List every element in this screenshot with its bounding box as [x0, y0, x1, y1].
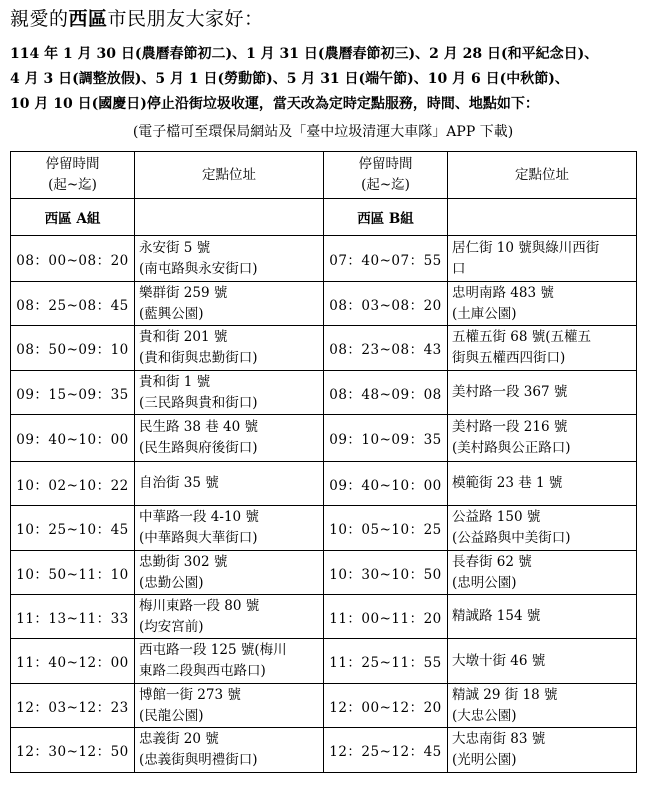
- address-line: 西屯路一段 125 號(梅川: [139, 642, 287, 658]
- address-line: 貴和街 1 號: [139, 373, 211, 390]
- group-b-time: 08：23~08：43: [324, 326, 448, 371]
- address-line: 民生路 38 巷 40 號: [139, 419, 259, 435]
- header-time-label: 停留時間: [45, 156, 100, 172]
- landmark-line: (忠明公園): [452, 574, 517, 591]
- address-line: 中華路一段 4-10 號: [139, 509, 259, 525]
- table-row: [11, 462, 637, 506]
- group-a-label: 西區 A組: [11, 199, 135, 236]
- group-row: [11, 199, 637, 236]
- group-a-time: 09：15~09：35: [11, 371, 135, 415]
- group-b-location: [448, 371, 637, 415]
- group-a-time: 08：50~09：10: [11, 326, 135, 371]
- address-line: 忠明南路 483 號: [452, 284, 554, 301]
- group-b-location: [448, 282, 637, 326]
- address-line: 貴和街 201 號: [139, 329, 228, 345]
- group-b-location: [448, 415, 637, 462]
- table-row: [11, 506, 637, 551]
- group-b-time: 08：48~09：08: [324, 371, 448, 415]
- header-time-range: (起~迄): [48, 177, 97, 193]
- group-b-label: 西區 B組: [324, 199, 448, 236]
- notice-line: 4 月 3 日(調整放假)、5 月 1 日(勞動節)、5 月 31 日(端午節)、10 月 6 日(中秋節)、: [10, 71, 569, 87]
- group-b-time: 08：03~08：20: [324, 282, 448, 326]
- landmark-line: (美村路與公正路口): [452, 440, 571, 456]
- address-line: 精誠 29 街 18 號: [452, 686, 558, 703]
- header-time-range: (起~迄): [361, 177, 410, 193]
- address-line: 忠義街 20 號: [139, 731, 219, 747]
- header-time-b: [324, 152, 448, 199]
- group-b-location: [448, 326, 637, 371]
- header-location-b: 定點位址: [448, 152, 637, 199]
- address-line: 五權五街 68 號(五權五: [452, 329, 592, 345]
- notice-line: 10 月 10 日(國慶日)停止沿街垃圾收運，當天改為定時定點服務，時間、地點如下：: [10, 96, 539, 112]
- landmark-line: (忠勤公園): [139, 574, 204, 591]
- group-a-location: [135, 236, 324, 282]
- header-time-label: 停留時間: [358, 156, 413, 172]
- group-a-location: [135, 326, 324, 371]
- group-a-location: [135, 371, 324, 415]
- group-b-location: [448, 506, 637, 551]
- group-a-location: [135, 415, 324, 462]
- group-b-time: 11：00~11：20: [324, 595, 448, 639]
- group-b-time: 10：30~10：50: [324, 551, 448, 595]
- group-a-time: 10：50~11：10: [11, 551, 135, 595]
- table-row: [11, 236, 637, 282]
- notice-line: 114 年 1 月 30 日(農曆春節初二)、1 月 31 日(農曆春節初三)、2 月 28 日(和平紀念日)、: [10, 46, 599, 62]
- address-line: 梅川東路一段 80 號: [139, 597, 260, 614]
- group-b-time: 09：10~09：35: [324, 415, 448, 462]
- address-line: 精誠路 154 號: [452, 608, 541, 624]
- address-line: 美村路一段 367 號: [452, 384, 568, 400]
- table-row: [11, 728, 637, 773]
- address-line: 忠勤街 302 號: [139, 553, 228, 570]
- group-b-time: 10：05~10：25: [324, 506, 448, 551]
- group-a-blank: [135, 199, 324, 236]
- group-b-location: [448, 728, 637, 773]
- landmark-line: (藍興公園): [139, 305, 204, 322]
- landmark-line: (土庫公園): [452, 305, 517, 322]
- landmark-line: (三民路與貴和街口): [139, 394, 258, 411]
- group-a-location: [135, 684, 324, 728]
- holiday-notice: [10, 42, 642, 117]
- download-note: (電子檔可至環保局網站及「臺中垃圾清運大車隊」APP 下載): [132, 124, 514, 140]
- group-a-location: [135, 506, 324, 551]
- group-a-location: [135, 282, 324, 326]
- landmark-line: (民生路與府後街口): [139, 440, 258, 456]
- group-a-time: 08：25~08：45: [11, 282, 135, 326]
- group-a-location: [135, 551, 324, 595]
- group-a-time: 11：40~12：00: [11, 639, 135, 684]
- schedule-table: [10, 151, 637, 773]
- greeting-suffix: 市民朋友大家好：: [107, 8, 264, 30]
- group-b-time: 07：40~07：55: [324, 236, 448, 282]
- group-a-time: 08：00~08：20: [11, 236, 135, 282]
- landmark-line: (忠義街與明禮街口): [139, 752, 258, 768]
- group-a-time: 09：40~10：00: [11, 415, 135, 462]
- address-line: 居仁街 10 號與綠川西街: [452, 239, 600, 256]
- greeting-district: 西區: [68, 8, 108, 30]
- group-b-location: [448, 551, 637, 595]
- table-row: [11, 551, 637, 595]
- group-a-location: [135, 639, 324, 684]
- table-row: [11, 282, 637, 326]
- landmark-line: (南屯路與永安街口): [139, 260, 258, 277]
- group-a-time: 10：25~10：45: [11, 506, 135, 551]
- address-line: 長春街 62 號: [452, 553, 532, 570]
- landmark-line: (光明公園): [452, 752, 517, 768]
- table-row: [11, 639, 637, 684]
- group-b-blank: [448, 199, 637, 236]
- table-row: [11, 415, 637, 462]
- table-row: [11, 371, 637, 415]
- address-line: 美村路一段 216 號: [452, 419, 568, 435]
- landmark-line: (大忠公園): [452, 707, 517, 724]
- table-row: [11, 684, 637, 728]
- group-a-time: 11：13~11：33: [11, 595, 135, 639]
- group-a-location: [135, 728, 324, 773]
- landmark-line: (民龍公園): [139, 707, 204, 724]
- group-b-time: 12：25~12：45: [324, 728, 448, 773]
- group-a-time: 12：30~12：50: [11, 728, 135, 773]
- address-line: 模範街 23 巷 1 號: [452, 475, 563, 491]
- greeting: [10, 4, 264, 31]
- landmark-line: (貴和街與忠勤街口): [139, 350, 258, 366]
- address-line: 自治街 35 號: [139, 475, 219, 491]
- landmark-line: (中華路與大華街口): [139, 530, 258, 546]
- group-b-location: [448, 236, 637, 282]
- address-line: 永安街 5 號: [139, 239, 211, 256]
- landmark-line: (均安宮前): [139, 618, 204, 635]
- group-b-location: [448, 639, 637, 684]
- address-line: 大墩十街 46 號: [452, 652, 546, 669]
- group-b-location: [448, 684, 637, 728]
- landmark-line: (公益路與中美街口): [452, 530, 571, 546]
- landmark-line: 街與五權西四街口): [452, 350, 566, 366]
- group-b-time: 09：40~10：00: [324, 462, 448, 506]
- header-time-a: [11, 152, 135, 199]
- group-b-time: 12：00~12：20: [324, 684, 448, 728]
- group-a-time: 10：02~10：22: [11, 462, 135, 506]
- landmark-line: 口: [452, 260, 466, 277]
- greeting-prefix: 親愛的: [10, 8, 69, 30]
- group-a-location: [135, 462, 324, 506]
- group-a-time: 12：03~12：23: [11, 684, 135, 728]
- table-row: [11, 595, 637, 639]
- landmark-line: 東路二段與西屯路口): [139, 663, 266, 679]
- address-line: 樂群街 259 號: [139, 284, 228, 301]
- table-header-row: [11, 152, 637, 199]
- table-row: [11, 326, 637, 371]
- address-line: 公益路 150 號: [452, 509, 541, 525]
- address-line: 博館一街 273 號: [139, 686, 241, 703]
- header-location-a: 定點位址: [135, 152, 324, 199]
- group-a-location: [135, 595, 324, 639]
- group-b-location: [448, 595, 637, 639]
- address-line: 大忠南街 83 號: [452, 731, 546, 747]
- group-b-time: 11：25~11：55: [324, 639, 448, 684]
- group-b-location: [448, 462, 637, 506]
